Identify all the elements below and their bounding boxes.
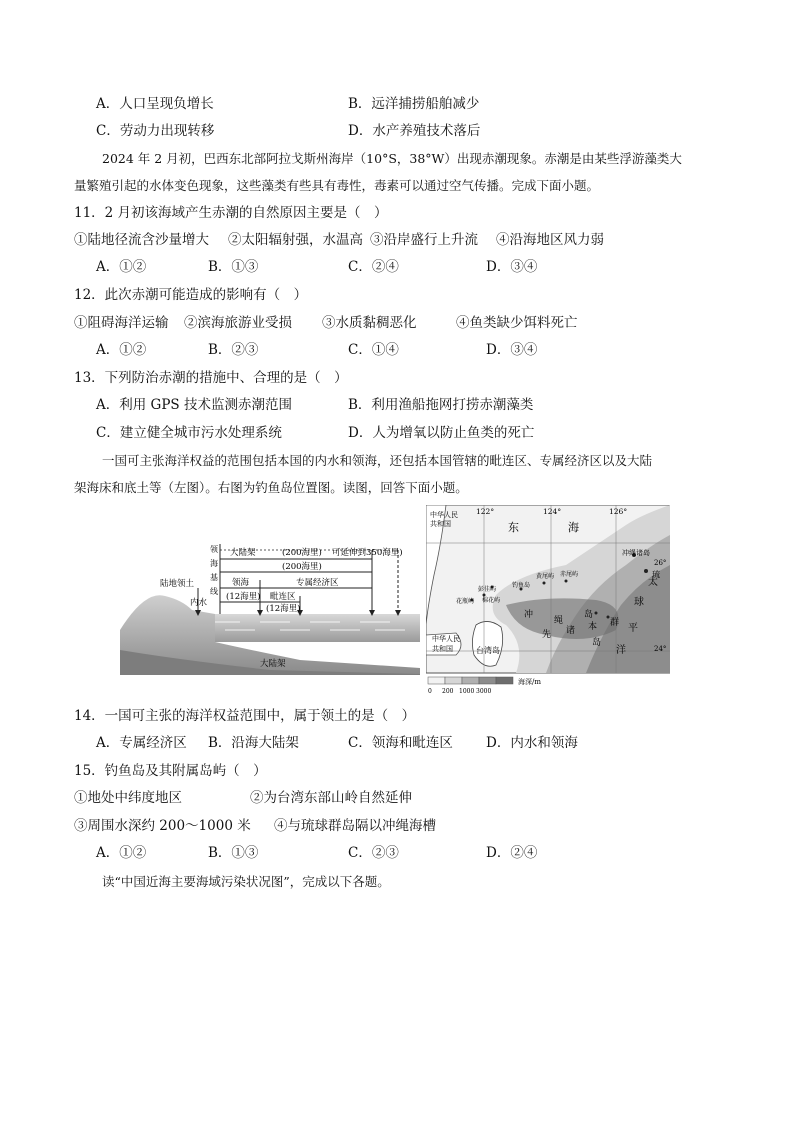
prc-label-bottom: 中华人民共和国 bbox=[432, 635, 460, 653]
q14-stem: 14．一国可主张的海洋权益范围中，属于领土的是（ ） bbox=[74, 708, 416, 724]
mianhua-label: 棉花屿 bbox=[482, 597, 501, 604]
sheng-label: 绳 bbox=[554, 616, 564, 626]
q15-stem: 15．钓鱼岛及其附属岛屿（ ） bbox=[74, 763, 267, 779]
q15-item-4: ④与琉球群岛隔以冲绳海槽 bbox=[274, 818, 436, 834]
passage-2-line-1: 一国可主张海洋权益的范围包括本国的内水和领海，还包括本国管辖的毗连区、专属经济区以及大陆 bbox=[102, 453, 653, 468]
continental-shelf-top-label: 大陆架 bbox=[230, 548, 256, 558]
q15-option-a: A．①② bbox=[96, 845, 147, 861]
lat-26: 26° bbox=[654, 559, 667, 567]
depth-legend bbox=[428, 677, 541, 695]
q14-option-a: A．专属经济区 bbox=[96, 735, 187, 751]
q12-item-2: ②滨海旅游业受损 bbox=[184, 315, 292, 331]
q11-item-1: ①陆地径流含沙量增大 bbox=[74, 232, 209, 248]
q11-option-a: A．①② bbox=[96, 259, 147, 275]
q14-option-c: C．领海和毗连区 bbox=[348, 735, 453, 751]
diaoyu-island-label: 钓鱼岛 bbox=[512, 582, 531, 589]
sea-area bbox=[180, 614, 420, 642]
huaping-label: 花瓶屿 bbox=[456, 598, 475, 605]
q12-option-c: C．①④ bbox=[348, 342, 399, 358]
prc-label-top: 中华人民共和国 bbox=[430, 511, 458, 528]
qun-label: 群 bbox=[610, 618, 620, 628]
q10-option-d: D．水产养殖技术落后 bbox=[348, 123, 481, 139]
legend-1000: 1000 bbox=[459, 688, 475, 695]
dao2-label: 岛 bbox=[592, 638, 602, 648]
liu-label: 琉 bbox=[652, 570, 660, 579]
q15-item-2: ②为台湾东部山岭自然延伸 bbox=[250, 790, 412, 806]
q12-item-1: ①阻碍海洋运输 bbox=[74, 315, 169, 331]
q12-item-4: ④鱼类缺少饵料死亡 bbox=[456, 315, 578, 331]
ping-label: 平 bbox=[628, 623, 638, 634]
q12-option-a: A．①② bbox=[96, 342, 147, 358]
q10-option-b: B．远洋捕捞船舶减少 bbox=[348, 96, 480, 112]
passage-1-line-1: 2024 年 2 月初，巴西东北部阿拉戈斯州海岸（10°S，38°W）出现赤潮现象。赤潮是由某些浮游藻类大 bbox=[102, 151, 682, 166]
q15-option-b: B．①③ bbox=[208, 845, 259, 861]
maritime-zones-diagram bbox=[120, 510, 420, 675]
q11-option-d: D．③④ bbox=[486, 259, 538, 275]
taiwan-island-label: 台湾岛 bbox=[476, 646, 500, 655]
tai-label: 太 bbox=[648, 577, 658, 588]
nm12-label-a: (12海里) bbox=[226, 592, 261, 602]
xian-label: 先 bbox=[542, 630, 552, 640]
chong-label: 冲 bbox=[524, 610, 534, 620]
nm200-label-a: (200海里) bbox=[282, 548, 322, 558]
baseline-label: 领海基线 bbox=[210, 545, 218, 596]
eez-label: 专属经济区 bbox=[296, 578, 339, 588]
extend-350-label: 可延伸到350海里) bbox=[332, 548, 403, 558]
zhu-label: 诸 bbox=[566, 626, 576, 636]
q15-item-3: ③周围水深约 200～1000 米 bbox=[74, 818, 251, 834]
passage-2-line-2: 架海床和底土等（左图）。右图为钓鱼岛位置图。读图，回答下面小题。 bbox=[74, 480, 468, 495]
nm12-label-b: (12海里) bbox=[266, 604, 301, 614]
q11-item-4: ④沿海地区风力弱 bbox=[496, 232, 604, 248]
q14-option-d: D．内水和领海 bbox=[486, 735, 578, 751]
q12-option-d: D．③④ bbox=[486, 342, 538, 358]
q13-option-d: D．人为增氧以防止鱼类的死亡 bbox=[348, 425, 535, 441]
land-territory-label: 陆地领土 bbox=[160, 579, 195, 589]
passage-1-line-2: 量繁殖引起的水体变色现象，这些藻类有些具有毒性，毒素可以通过空气传播。完成下面小题。 bbox=[74, 178, 600, 193]
inner-water-label: 内水 bbox=[190, 598, 208, 608]
q15-item-1: ①地处中纬度地区 bbox=[74, 790, 182, 806]
ben-label: 本 bbox=[588, 622, 598, 632]
legend-200: 200 bbox=[442, 688, 454, 695]
sea-label: 海 bbox=[568, 521, 579, 534]
lon-124: 124° bbox=[543, 507, 562, 516]
dao-label: 岛 bbox=[584, 610, 594, 620]
huangwei-label: 黄尾屿 bbox=[536, 573, 555, 580]
q11-item-2: ②太阳辐射强，水温高 bbox=[228, 232, 363, 248]
q15-option-c: C．②③ bbox=[348, 845, 399, 861]
legend-3000: 3000 bbox=[476, 688, 492, 695]
q11-option-c: C．②④ bbox=[348, 259, 399, 275]
q12-option-b: B．②③ bbox=[208, 342, 259, 358]
legend-0: 0 bbox=[428, 688, 432, 695]
diaoyu-location-map bbox=[426, 505, 670, 697]
east-label: 东 bbox=[508, 521, 519, 534]
q11-item-3: ③沿岸盛行上升流 bbox=[370, 232, 478, 248]
q11-stem: 11．2 月初该海域产生赤潮的自然原因主要是（ ） bbox=[74, 205, 388, 221]
q14-option-b: B．沿海大陆架 bbox=[208, 735, 299, 751]
legend-title: 海深/m bbox=[518, 678, 541, 686]
q15-option-d: D．②④ bbox=[486, 845, 538, 861]
nm200-label-b: (200海里) bbox=[282, 562, 322, 572]
territorial-sea-label: 领海 bbox=[232, 578, 250, 588]
q11-option-b: B．①③ bbox=[208, 259, 259, 275]
passage-3-line-1: 读“中国近海主要海域污染状况图”，完成以下各题。 bbox=[102, 874, 390, 889]
qiu-label: 球 bbox=[634, 597, 644, 608]
contiguous-zone-label: 毗连区 bbox=[270, 592, 296, 602]
q13-option-a: A．利用 GPS 技术监测赤潮范围 bbox=[96, 397, 292, 413]
pengjia-label: 彭佳屿 bbox=[478, 586, 497, 593]
q12-stem: 12．此次赤潮可能造成的影响有（ ） bbox=[74, 287, 308, 303]
continental-shelf-bottom-label: 大陆架 bbox=[260, 659, 286, 669]
lat-24: 24° bbox=[654, 645, 667, 653]
okinawa-islands-label: 冲绳诸岛 bbox=[622, 549, 650, 557]
q10-option-a: A．人口呈现负增长 bbox=[96, 96, 214, 112]
lon-122: 122° bbox=[476, 507, 495, 516]
lon-126: 126° bbox=[609, 507, 628, 516]
q13-option-b: B．利用渔船拖网打捞赤潮藻类 bbox=[348, 397, 534, 413]
chiwei-label: 赤尾屿 bbox=[560, 571, 579, 578]
yang-label: 洋 bbox=[616, 645, 626, 656]
taiwan-island-shape bbox=[472, 621, 502, 666]
q12-item-3: ③水质黏稠恶化 bbox=[322, 315, 417, 331]
q13-option-c: C．建立健全城市污水处理系统 bbox=[96, 425, 282, 441]
q13-stem: 13．下列防治赤潮的措施中、合理的是（ ） bbox=[74, 370, 348, 386]
q10-option-c: C．劳动力出现转移 bbox=[96, 123, 215, 139]
